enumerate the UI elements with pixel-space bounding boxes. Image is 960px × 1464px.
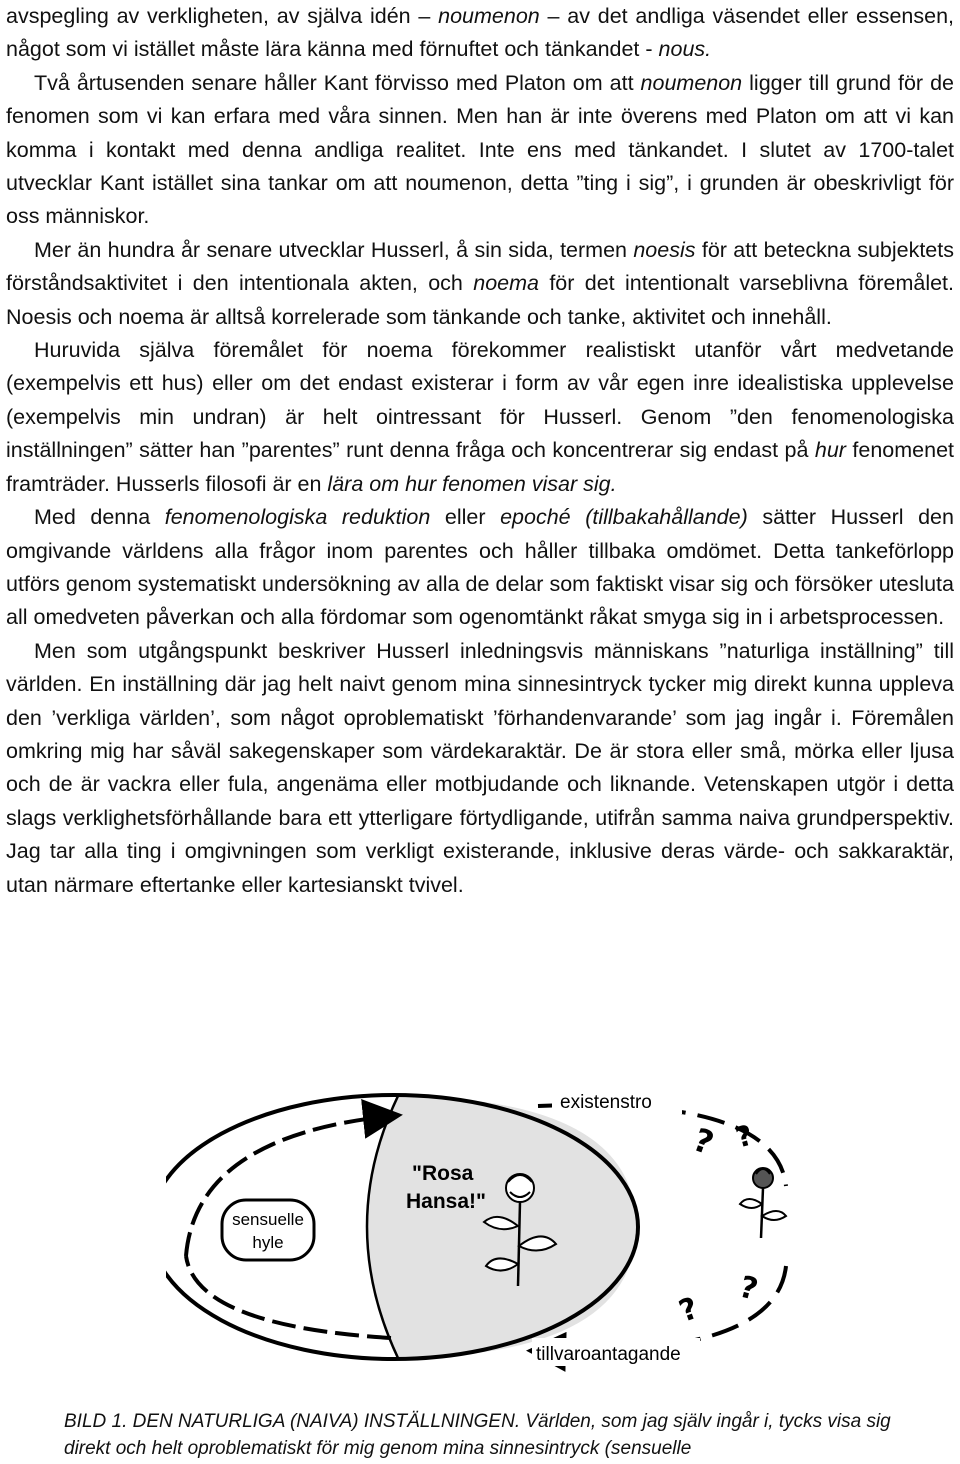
document-page (6, 0, 954, 902)
paragraph-text: för att beteckna subjektets förståndsaktivitet i den intentionala akten, och (6, 237, 954, 296)
rosa-label-line2: Hansa!" (406, 1190, 486, 1213)
paragraph-text: för det intentionalt varseblivna föremålet. Noesis och noema är alltså korrelerade som tänkande och tanke, aktivitet och innehåll. (6, 271, 955, 329)
paragraph-p1 (6, 0, 954, 67)
inner-arrow-bottom (186, 1256, 391, 1338)
paragraph-text: Men som utgångspunkt beskriver Husserl inledningsvis människans ”naturliga inställning” till världen. En inställning där jag helt naivt genom mina sinnesintryck tycker mig direkt kunna uppleva den ’verkliga världen’, som något oproblematiskt ’förhandenvarande’ som jag ingår i. Föremålen omkring mig har såväl sakegenskaper som värdekaraktär. De är stora eller små, mörka eller ljusa och de är vackra eller fula, angenäma eller motbjudande och liknande. Vetenskapen utgör i detta slags verklighetsförhållande bara ett ytterligare förtydligande, utifrån samma naiva grundperspektiv. Jag tar alla ting i omgivningen som verkligt existerande, inklusive deras värde- och sakkaraktär, utan närmare eftertanke eller kartesianskt tvivel. (6, 638, 954, 897)
hyle-label-line2: hyle (252, 1233, 284, 1252)
paragraph-text: Huruvida själva föremålet för noema förekommer realistiskt utanför vårt medvetande (exempelvis ett hus) eller om det endast existerar i form av vår egen inre idealistiska upplevelse (exempelvis min undran) är helt ointressant för Husserl. Genom ”den fenomenologiska inställningen” sätter han ”parentes” runt denna fråga och koncentrerar sig endast på (6, 338, 954, 463)
hyle-label-line1: sensuelle (232, 1210, 304, 1229)
paragraph-text: Med denna (34, 505, 165, 530)
body-text (6, 0, 954, 902)
mark-1: ? (688, 1120, 719, 1163)
emphasis-text: noesis (633, 237, 696, 262)
emphasis-text: hur (814, 438, 846, 463)
emphasis-text: noumenon (640, 70, 743, 95)
emphasis-text: noumenon (438, 4, 540, 28)
paragraph-text: avspegling av verkligheten, av själva idén – (6, 4, 439, 28)
paragraph-text: – av det andliga väsendet eller essensen, något som vi istället måste lära känna med förnuftet och tänkandet - (6, 4, 954, 62)
emphasis-text: lära om hur fenomen visar sig. (327, 471, 617, 496)
existenstro-label: existenstro (560, 1092, 652, 1113)
rosa-label-line1: "Rosa (412, 1162, 474, 1185)
paragraph-text: sätter Husserl den omgivande världens alla frågor inom parentes och håller tillbaka omdömet. Detta tankeförlopp utförs genom systematiskt undersökning av alla de delar som faktiskt visar sig och försöker utesluta all omedveten påverkan och alla fördomar som ogenomtänkt råkat smyga sig in i arbetsprocessen. (6, 505, 954, 630)
emphasis-text: fenomenologiska reduktion (164, 505, 431, 530)
mark-2: ? (732, 1118, 757, 1155)
outer-flower-icon (740, 1168, 786, 1238)
paragraph-p4 (6, 334, 954, 501)
paragraph-text: Två årtusenden senare håller Kant förvisso med Platon om att (34, 70, 641, 95)
emphasis-text: epoché (tillbakahållande) (500, 505, 748, 530)
figure-caption (64, 1408, 904, 1462)
emphasis-text: nous. (658, 37, 712, 62)
mark-3: ? (674, 1290, 703, 1330)
paragraph-text: fenomenet framträder. Husserls filosofi är en (6, 438, 955, 496)
emphasis-text: noema (473, 271, 539, 296)
paragraph-p3 (6, 234, 954, 334)
figure-natural-attitude (166, 1076, 806, 1376)
paragraph-text: eller (430, 505, 501, 530)
mark-4: ? (735, 1269, 762, 1308)
paragraph-p5 (6, 501, 954, 635)
paragraph-p6 (6, 635, 954, 902)
tillvaroantagande-label: tillvaroantagande (536, 1344, 681, 1365)
paragraph-p2 (6, 67, 954, 234)
caption-rest: Världen, som jag själv ingår i, tycks visa sig direkt och helt oproblematiskt för mig genom mina sinnesintryck (sensuelle (64, 1411, 891, 1459)
caption-lead: BILD 1. DEN NATURLIGA (NAIVA) INSTÄLLNINGEN. (64, 1411, 521, 1432)
figure-diagram (166, 1076, 806, 1376)
paragraph-text: ligger till grund för de fenomen som vi kan erfara med våra sinnen. Men han är inte överens med Platon om att vi kan komma i kontakt med denna andliga realitet. Inte ens med tänkandet. I slutet av 1700-talet utvecklar Kant istället sina tankar om att noumenon, detta ”ting i sig”, i grunden är obeskrivligt för oss människor. (6, 70, 954, 229)
paragraph-text: Mer än hundra år senare utvecklar Husserl, å sin sida, termen (34, 237, 634, 262)
